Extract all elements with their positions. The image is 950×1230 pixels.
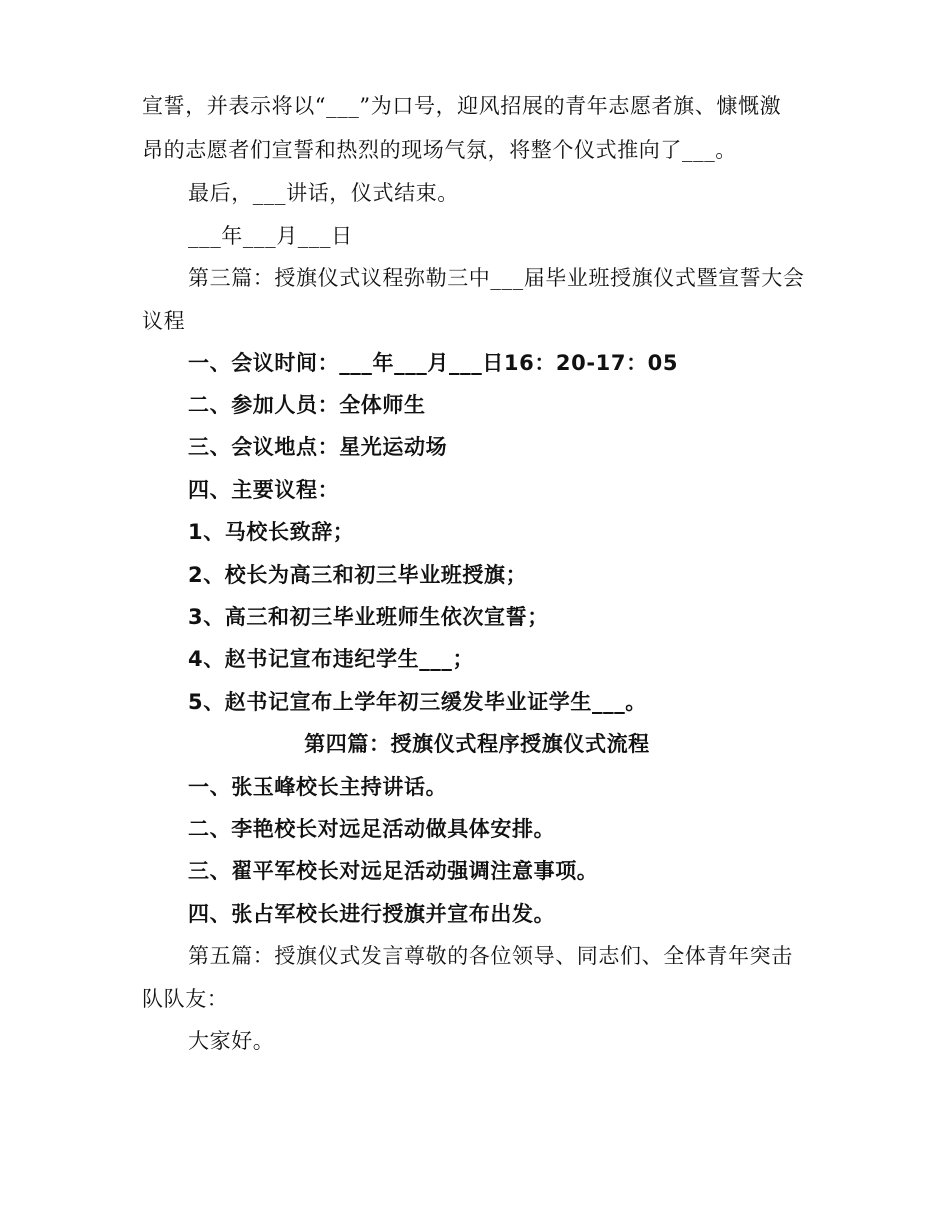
procedure-item: 二、李艳校长对远足活动做具体安排。 [188, 817, 556, 841]
section-five-heading: 第五篇：授旗仪式发言尊敬的各位领导、同志们、全体青年突击 [188, 944, 793, 968]
paragraph-line: 昂的志愿者们宣誓和热烈的现场气氛，将整个仪式推向了___。 [142, 138, 737, 162]
date-line: ___年___月___日 [188, 224, 353, 248]
greeting-line: 大家好。 [188, 1029, 275, 1053]
paragraph-line: 队队友： [142, 987, 229, 1011]
procedure-item: 四、张占军校长进行授旗并宣布出发。 [188, 902, 556, 926]
participants: 二、参加人员：全体师生 [188, 393, 426, 417]
agenda-item: 4、赵书记宣布违纪学生___； [188, 647, 475, 671]
agenda-item: 3、高三和初三毕业班师生依次宣誓； [188, 605, 549, 629]
section-four-heading: 第四篇：授旗仪式程序授旗仪式流程 [304, 732, 650, 756]
agenda-item: 2、校长为高三和初三毕业班授旗； [188, 563, 528, 587]
paragraph-line: 议程 [142, 309, 186, 333]
paragraph-line: 宣誓，并表示将以“___”为口号，迎风招展的青年志愿者旗、慷慨激 [142, 94, 782, 118]
procedure-item: 一、张玉峰校长主持讲话。 [188, 775, 448, 799]
agenda-heading: 四、主要议程： [188, 478, 340, 502]
procedure-item: 三、翟平军校长对远足活动强调注意事项。 [188, 859, 599, 883]
meeting-time: 一、会议时间：___年___月___日16：20-17：05 [188, 351, 679, 375]
meeting-location: 三、会议地点：星光运动场 [188, 435, 448, 459]
paragraph-line: 最后，___讲话，仪式结束。 [188, 181, 459, 205]
agenda-item: 5、赵书记宣布上学年初三缓发毕业证学生___。 [188, 690, 647, 714]
section-three-heading: 第三篇：授旗仪式议程弥勒三中___届毕业班授旗仪式暨宣誓大会 [188, 266, 805, 290]
agenda-item: 1、马校长致辞； [188, 520, 355, 544]
